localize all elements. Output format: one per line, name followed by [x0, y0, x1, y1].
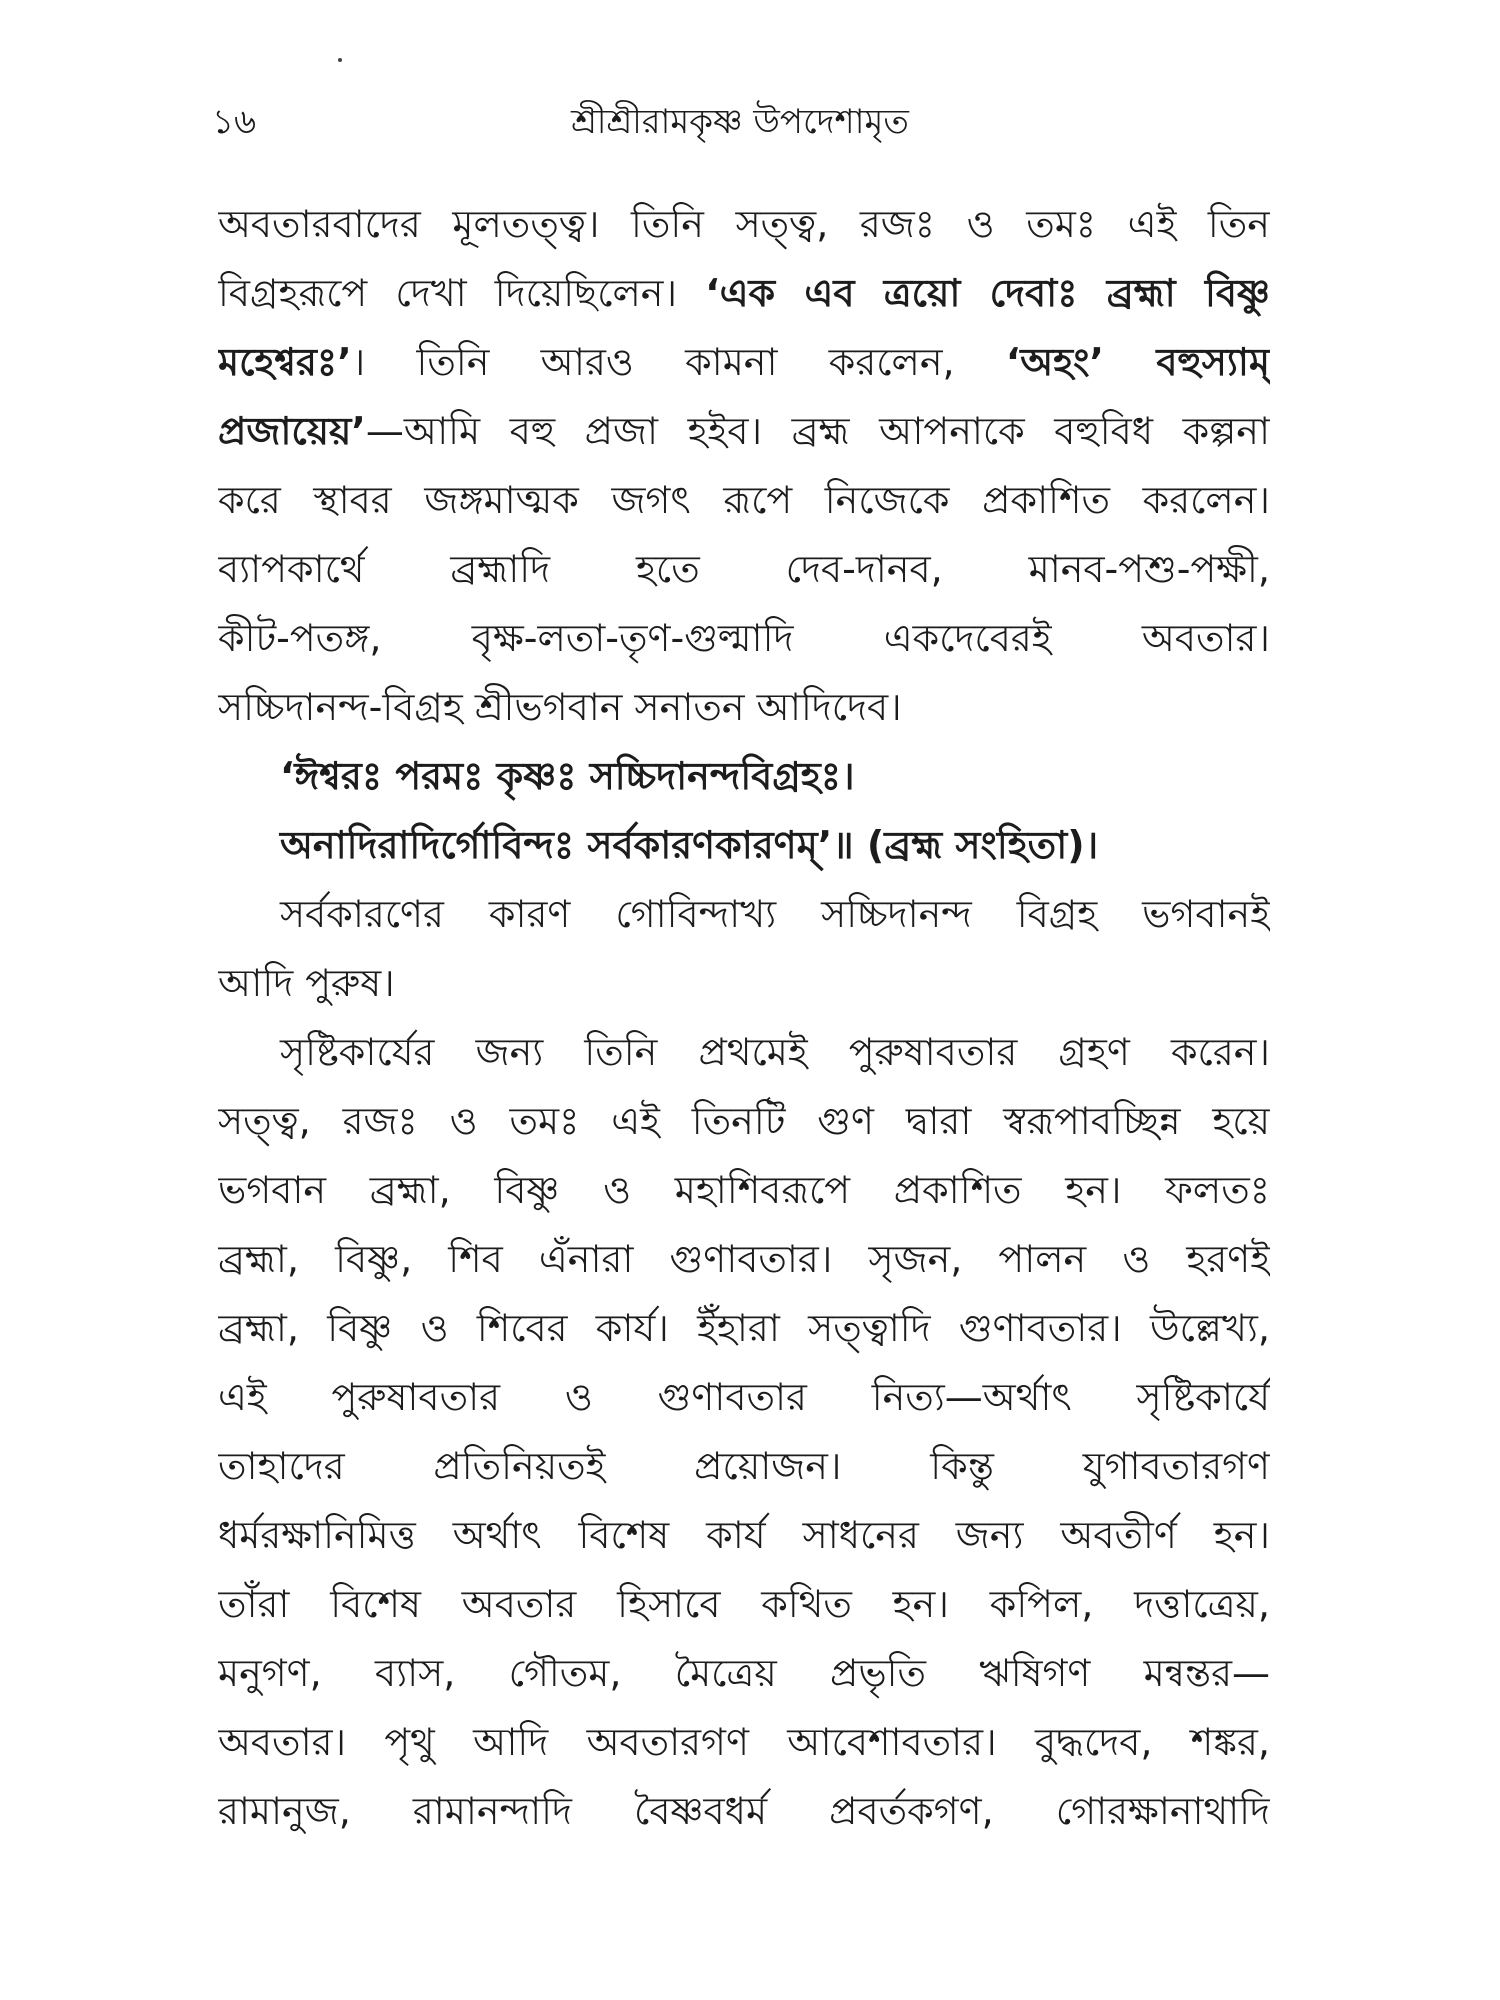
text-line: অবতার। পৃথু আদি অবতারগণ আবেশাবতার। বুদ্ধদেব, শঙ্কর,: [218, 1720, 1270, 1764]
running-title: শ্রীশ্রীরামকৃষ্ণ উপদেশামৃত: [571, 102, 909, 142]
sanskrit-quote: ‘অহং’ বহুস্যাম্: [1005, 340, 1270, 384]
text-line: মনুগণ, ব্যাস, গৌতম, মৈত্রেয় প্রভৃতি ঋষিগণ মন্বন্তর—: [218, 1651, 1270, 1695]
text-segment: বিগ্রহরূপে দেখা দিয়েছিলেন।: [218, 271, 706, 315]
text-line: [218, 397, 1270, 466]
text-segment: —আমি বহু প্রজা হইব। ব্রহ্ম আপনাকে বহুবিধ কল্পনা: [365, 409, 1270, 453]
text-line: ব্যাপকার্থে ব্রহ্মাদি হতে দেব-দানব, মানব-পশু-পক্ষী,: [218, 547, 1270, 591]
text-line: ভগবান ব্রহ্মা, বিষ্ণু ও মহাশিবরূপে প্রকাশিত হন। ফলতঃ: [218, 1168, 1270, 1212]
text-line: ব্রহ্মা, বিষ্ণু ও শিবের কার্য। ইঁহারা সত্ত্বাদি গুণাবতার। উল্লেখ্য,: [218, 1306, 1270, 1350]
text-line: [218, 259, 1270, 328]
text-line: কীট-পতঙ্গ, বৃক্ষ-লতা-তৃণ-গুল্মাদি একদেবেরই অবতার।: [218, 616, 1270, 660]
verse-line: অনাদিরাদির্গোবিন্দঃ সর্বকারণকারণম্’॥ (ব্রহ্ম সংহিতা)।: [280, 823, 1099, 867]
page-number: ১৬: [212, 102, 257, 142]
sanskrit-quote: ‘এক এব ত্রয়ো দেবাঃ ব্রহ্মা বিষ্ণু: [705, 271, 1270, 315]
text-line: সৃষ্টিকার্যের জন্য তিনি প্রথমেই পুরুষাবতার গ্রহণ করেন।: [280, 1030, 1270, 1074]
text-line: সত্ত্ব, রজঃ ও তমঃ এই তিনটি গুণ দ্বারা স্বরূপাবচ্ছিন্ন হয়ে: [218, 1099, 1270, 1143]
text-line: ব্রহ্মা, বিষ্ণু, শিব এঁনারা গুণাবতার। সৃজন, পালন ও হরণই: [218, 1237, 1270, 1281]
text-line: আদি পুরুষ।: [218, 961, 395, 1005]
body-text: [218, 190, 1270, 1846]
text-line: তাঁরা বিশেষ অবতার হিসাবে কথিত হন। কপিল, দত্তাত্রেয়,: [218, 1582, 1270, 1626]
page-header: [210, 92, 1270, 152]
text-line: করে স্থাবর জঙ্গমাত্মক জগৎ রূপে নিজেকে প্রকাশিত করলেন।: [218, 478, 1270, 522]
text-line: এই পুরুষাবতার ও গুণাবতার নিত্য—অর্থাৎ সৃষ্টিকার্যে: [218, 1375, 1270, 1419]
text-segment: । তিনি আরও কামনা করলেন,: [351, 340, 1006, 384]
text-line: তাহাদের প্রতিনিয়তই প্রয়োজন। কিন্তু যুগাবতারগণ: [218, 1444, 1270, 1488]
text-line: সচ্চিদানন্দ-বিগ্রহ শ্রীভগবান সনাতন আদিদেব।: [218, 685, 902, 729]
sanskrit-quote: মহেশ্বরঃ’: [218, 340, 352, 384]
text-line: ধর্মরক্ষানিমিত্ত অর্থাৎ বিশেষ কার্য সাধনের জন্য অবতীর্ণ হন।: [218, 1513, 1270, 1557]
text-line: অবতারবাদের মূলতত্ত্ব। তিনি সত্ত্ব, রজঃ ও তমঃ এই তিন: [218, 202, 1270, 246]
text-line: সর্বকারণের কারণ গোবিন্দাখ্য সচ্চিদানন্দ বিগ্রহ ভগবানই: [280, 892, 1270, 936]
verse-line: ‘ঈশ্বরঃ পরমঃ কৃষ্ণঃ সচ্চিদানন্দবিগ্রহঃ।: [280, 754, 855, 798]
text-line: রামানুজ, রামানন্দাদি বৈষ্ণবধর্ম প্রবর্তকগণ, গোরক্ষানাথাদি: [218, 1789, 1270, 1833]
text-line: [218, 328, 1270, 397]
scan-speck: [338, 58, 342, 62]
sanskrit-quote: প্রজায়েয়’: [218, 409, 366, 453]
